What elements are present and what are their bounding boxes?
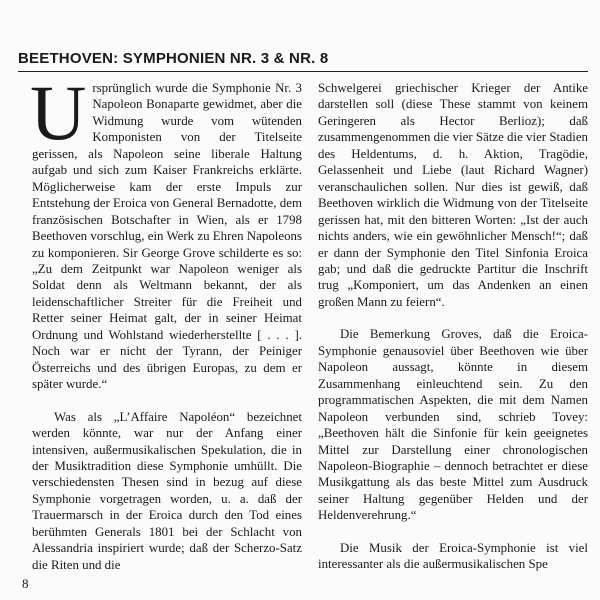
right-column	[318, 80, 588, 573]
page-number: 8	[22, 576, 29, 591]
left-paragraph-1	[30, 69, 302, 393]
page-title: BEETHOVEN: SYMPHONIEN NR. 3 & NR. 8	[18, 50, 329, 67]
drop-cap: U	[30, 69, 87, 156]
right-paragraph-3: Die Musik der Eroica-Symphonie ist viel interessanter als die außermusikalischen Spe	[318, 540, 588, 572]
left-paragraph-2: Was als „L’Affaire Napoléon“ bezeichnet werden könnte, war nur der Anfang einer intensiven, außermusikalischen Spekulation, die in der Musiktradition diese Symphonie umhüllt. Die verschiedensten Thesen sind in bezug auf diese Symphonie vorgetragen worden, u. a. daß der Trauermarsch in der Eroica durch den Tod eines berühmten Generals 1801 bei der Schlacht von Alessandria inspiriert wurde; daß der Scherzo-Satz die Riten und die	[32, 409, 302, 572]
right-paragraph-1: Schwelgerei griechischer Krieger der Antike darstellen soll (diese These stammt von keinem Geringeren als Hector Berlioz); daß zusammengenommen die vier Sätze die vier Stadien des Heldentums, d. h. Aktion, Tragödie, Gelassenheit und Liebe (laut Richard Wagner) veranschaulichen sollen. Nur dies ist gewiß, daß Beethoven wirklich die Widmung von der Titelseite gerissen hat, mit den bitteren Worten: „Ist der auch nichts anders, wie ein gewöhnlicher Mensch!“; daß er dann der Symphonie den Titel Sinfonia Eroica gab; und daß die gedruckte Partitur die Inschrift trug „Komponiert, um das Andenken an einen großen Mann zu feiern“.	[318, 81, 588, 309]
left-paragraph-1-text: rsprünglich wurde die Symphonie Nr. 3 Napoleon Bonaparte gewidmet, aber die Widmung wurde vom wütenden Komponisten von der Titelseite gerissen, als Napoleon seine liberale Haltung aufgab und sich zum Kaiser Frankreichs erklärte. Möglicherweise kam der erste Impuls zur Entstehung der Eroica von General Bernadotte, dem französischen Botschafter in Wien, als er 1798 Beethoven vorschlug, ein Werk zu Ehren Napoleons zu komponieren. Sir George Grove schilderte es so: „Zu dem Zeitpunkt war Napoleon weniger als Soldat denn als Weltmann bekannt, der als leidenschaftlicher Streiter für die Freiheit und Retter seiner Heimat galt, der in seiner Heimat Ordnung und Wohlstand wiederherstellte [ . . . ]. Noch war er nicht der Tyrann, der Peiniger Österreichs und des übrigen Europas, zu dem er später wurde.“	[32, 81, 302, 392]
header-rule	[18, 71, 588, 72]
left-column	[30, 69, 302, 573]
right-paragraph-2: Die Bemerkung Groves, daß die Eroica-Symphonie genausoviel über Beethoven wie über Napoleon aussagt, könnte in diesem Zusammenhang einleuchtend sein. Zu den programmatischen Aspekten, die mit dem Namen Napoleon verbunden sind, schrieb Tovey: „Beethoven hält die Sinfonie für kein geeignetes Mittel zur Darstellung einer chronologischen Napoleon-Biographie – dennoch betrachtet er diese Musikgattung als das beste Mittel zum Ausdruck seiner Haltung gegenüber Helden und der Heldenverehrung.“	[318, 327, 588, 523]
